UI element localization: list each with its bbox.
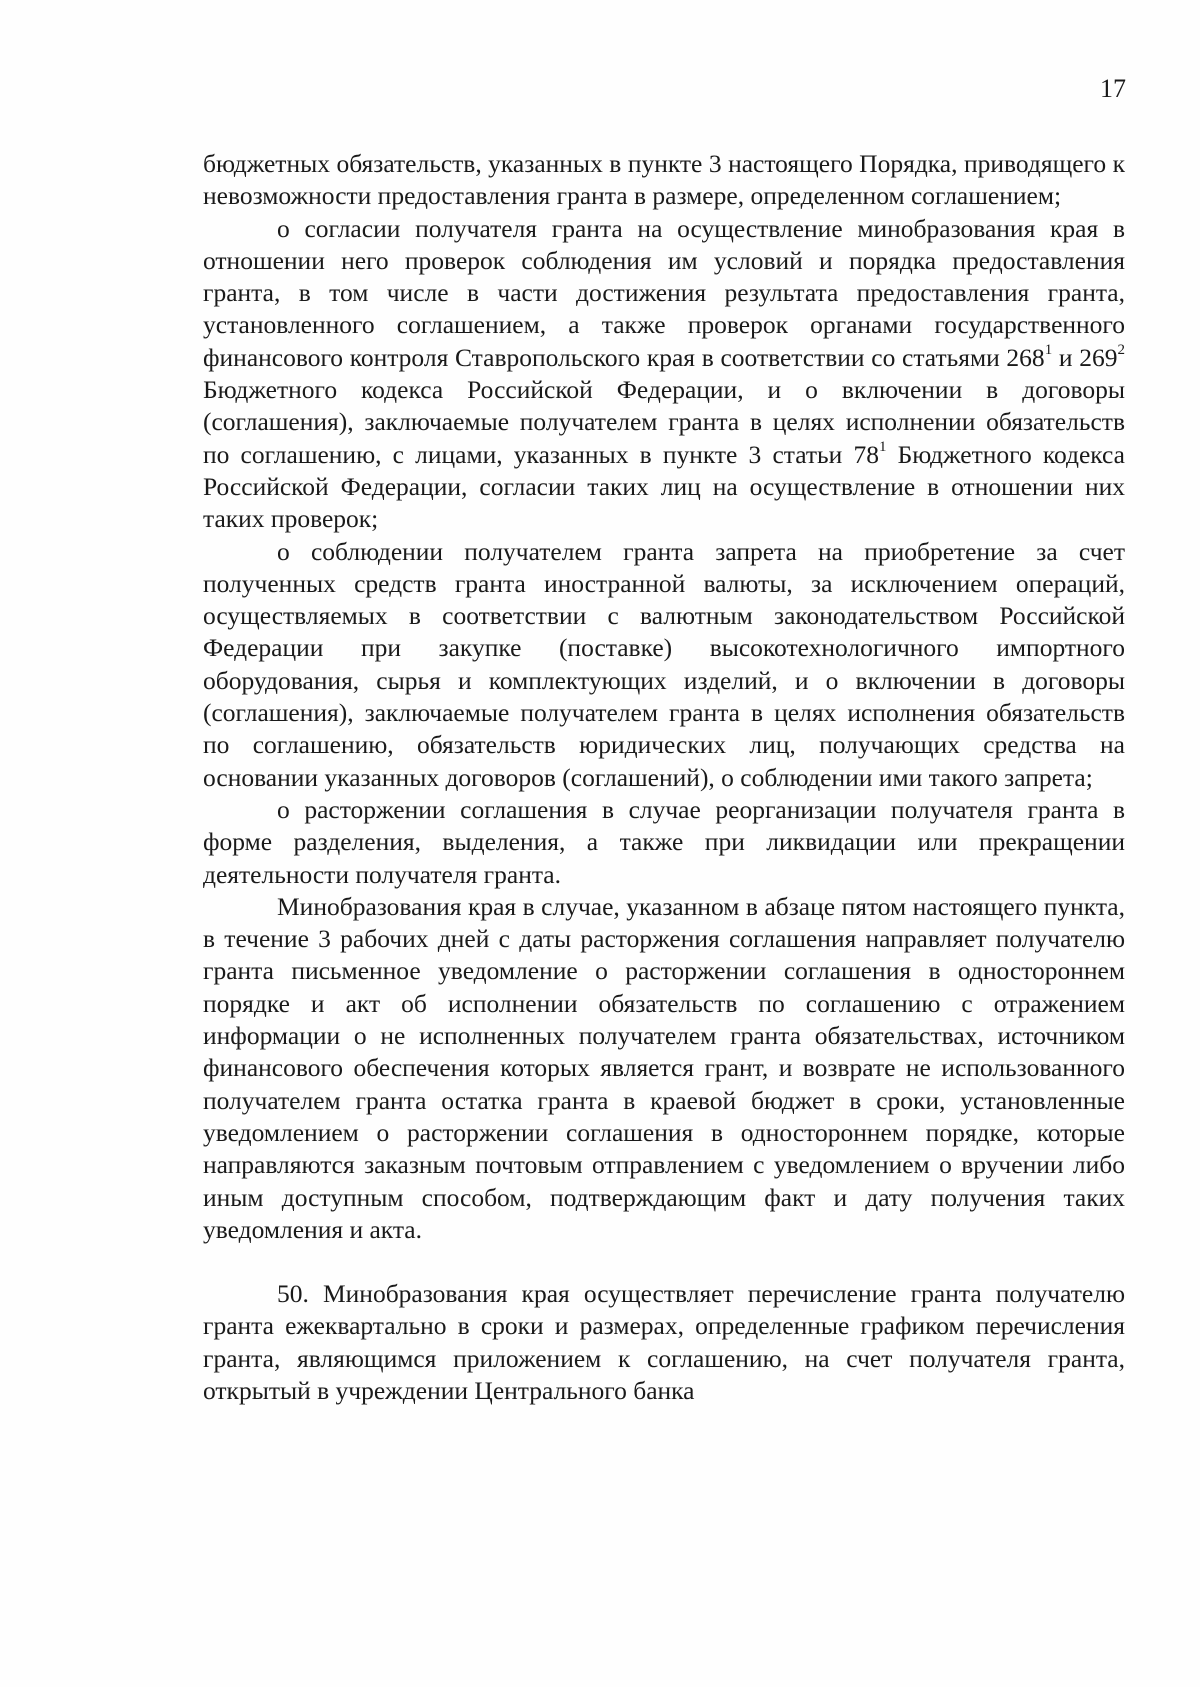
document-body	[203, 148, 1125, 1407]
superscript: 1	[878, 439, 887, 456]
paragraph-item-50: 50. Минобразования края осуществляет перечисление гранта получателю гранта ежеквартально в сроки и размерах, определенные графиком перечисления гранта, являющимся приложением к соглашению, на счет получателя гранта, открытый в учреждении Центрального банка	[203, 1279, 1125, 1405]
paragraph-ministry-notice: Минобразования края в случае, указанном в абзаце пятом настоящего пункта, в течение 3 рабочих дней с даты расторжения соглашения направляет получателю гранта письменное уведомление о расторжении соглашения в одностороннем порядке и акт об исполнении обязательств по соглашению с отражением информации о не исполненных получателем гранта обязательствах, источником финансового обеспечения которых является грант, и возврате не использованного получателем гранта остатка гранта в краевой бюджет в сроки, установленные уведомлением о расторжении соглашения в одностороннем порядке, которые направляются заказным почтовым отправлением с уведомлением о вручении либо иным доступным способом, подтверждающим факт и дату получения таких уведомления и акта.	[203, 891, 1125, 1244]
paragraph-currency-ban: о соблюдении получателем гранта запрета на приобретение за счет полученных средств гранта иностранной валюты, за исключением операций, осуществляемых в соответствии с валютным законодательством Российской Федерации при закупке (поставке) высокотехнологичного импортного оборудования, сырья и комплектующих изделий, и о включении в договоры (соглашения), заключаемые получателем гранта в целях исполнения обязательств по соглашению, обязательств юридических лиц, получающих средства на основании указанных договоров (соглашений), о соблюдении ими такого запрета;	[203, 536, 1125, 792]
superscript: 2	[1117, 342, 1125, 359]
superscript: 1	[1044, 342, 1053, 359]
paragraph-text: и 269	[1052, 342, 1118, 372]
paragraph-text: Бюджетного кодекса Российской Федерации, и о включении в договоры (соглашения), заключаемые получателем гранта в целях исполнении обязательств по соглашению, с лицами, указанных в пункте 3 статьи 78	[203, 375, 1125, 469]
paragraph-text: Бюджетного кодекса Российской Федерации, согласии таких лиц на осуществление в отношении них таких проверок;	[203, 439, 1125, 534]
paragraph-text: о согласии получателя гранта на осуществление минобразования края в отношении него проверок соблюдения им условий и порядка предоставления гранта, в том числе в части достижения результата предоставления гранта, установленного соглашением, а также проверок органами государственного финансового контроля Ставропольского края в соответствии со статьями 268	[203, 213, 1125, 372]
paragraph-termination: о расторжении соглашения в случае реорганизации получателя гранта в форме разделения, выделения, а также при ликвидации или прекращении деятельности получателя гранта.	[203, 794, 1125, 889]
paragraph-budget-obligations: бюджетных обязательств, указанных в пункте 3 настоящего Порядка, приводящего к невозможности предоставления гранта в размере, определенном соглашением;	[203, 149, 1125, 211]
paragraph-consent-inspections	[203, 213, 1125, 536]
page-number: 17	[1100, 74, 1126, 103]
